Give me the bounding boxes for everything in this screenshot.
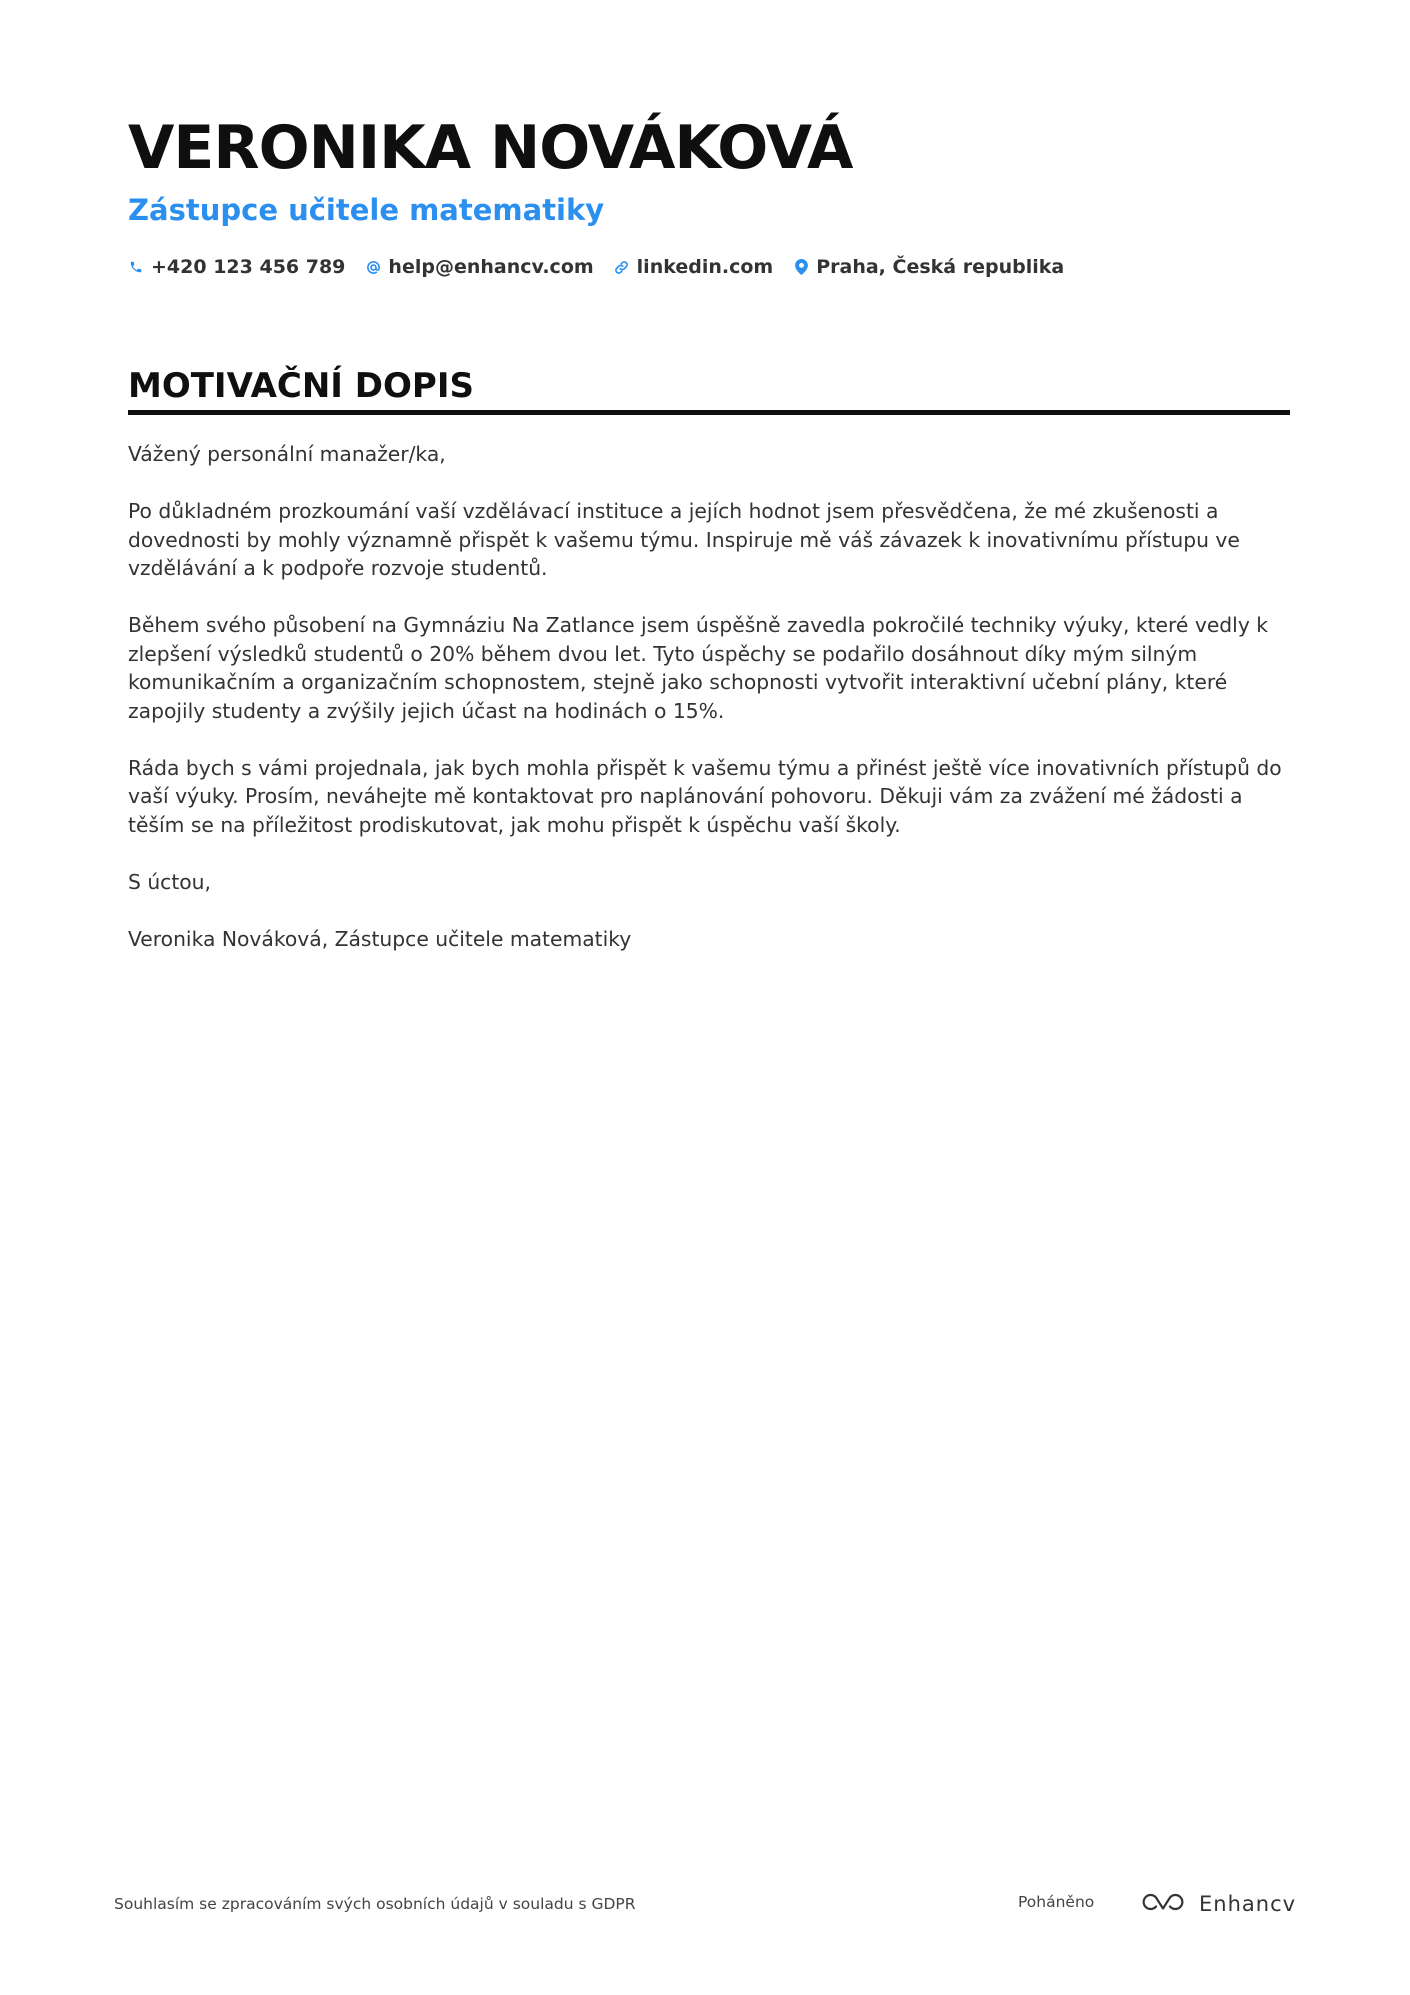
letter-signature: Veronika Nováková, Zástupce učitele matematiky [128, 926, 632, 951]
enhancv-brand[interactable] [1139, 1890, 1296, 1918]
applicant-name: VERONIKA NOVÁKOVÁ [128, 113, 853, 183]
letter-paragraph: Ráda bych s vámi projednala, jak bych mohla přispět k vašemu týmu a přinést ještě více inovativních přístupů do vaší výuky. Prosím, neváhejte mě kontaktovat pro naplánování pohovoru. Děkuji vám za zvážení mé žádosti a těším se na příležitost prodiskutovat, jak mohu přispět k úspěchu vaší školy. [128, 755, 1282, 837]
phone-icon [128, 258, 144, 276]
enhancv-wordmark: Enhancv [1199, 1892, 1297, 1916]
location-pin-icon [793, 258, 809, 276]
at-icon [365, 258, 381, 276]
letter-paragraph: Po důkladném prozkoumání vaší vzdělávací instituce a jejích hodnot jsem přesvědčena, že mé zkušenosti a dovednosti by mohly významně přispět k vašemu týmu. Inspiruje mě váš závazek k inovativnímu přístupu ve vzdělávání a k podpoře rozvoje studentů. [128, 499, 1240, 580]
linkedin-link[interactable]: linkedin.com [636, 256, 774, 278]
contact-phone [128, 256, 345, 278]
contact-location [793, 256, 1064, 278]
powered-by-label: Poháněno [1018, 1893, 1095, 1911]
enhancv-logo-icon [1139, 1890, 1185, 1918]
letter-closing: S úctou, [128, 869, 211, 894]
section-title: MOTIVAČNÍ DOPIS [128, 366, 474, 406]
contact-bar [128, 252, 1084, 282]
letter-salutation: Vážený personální manažer/ka, [128, 442, 446, 466]
email-address[interactable]: help@enhancv.com [388, 256, 594, 278]
link-icon [614, 258, 630, 276]
contact-linkedin [614, 256, 774, 278]
section-divider [128, 410, 1290, 415]
contact-email [365, 256, 593, 278]
location-text: Praha, Česká republika [816, 256, 1065, 278]
gdpr-consent: Souhlasím se zpracováním svých osobních údajů v souladu s GDPR [114, 1895, 636, 1913]
letter-paragraph: Během svého působení na Gymnáziu Na Zatlance jsem úspěšně zavedla pokročilé techniky výuky, které vedly k zlepšení výsledků studentů o 20% během dvou let. Tyto úspěchy se podařilo dosáhnout díky mým silným komunikačním a organizačním schopnostem, stejně jako schopnosti vytvořit interaktivní učební plány, které zapojily studenty a zvýšily jejich účast na hodinách o 15%. [128, 613, 1269, 723]
phone-number[interactable]: +420 123 456 789 [151, 256, 346, 278]
applicant-job-title: Zástupce učitele matematiky [128, 193, 605, 227]
letter-body [128, 440, 1292, 982]
